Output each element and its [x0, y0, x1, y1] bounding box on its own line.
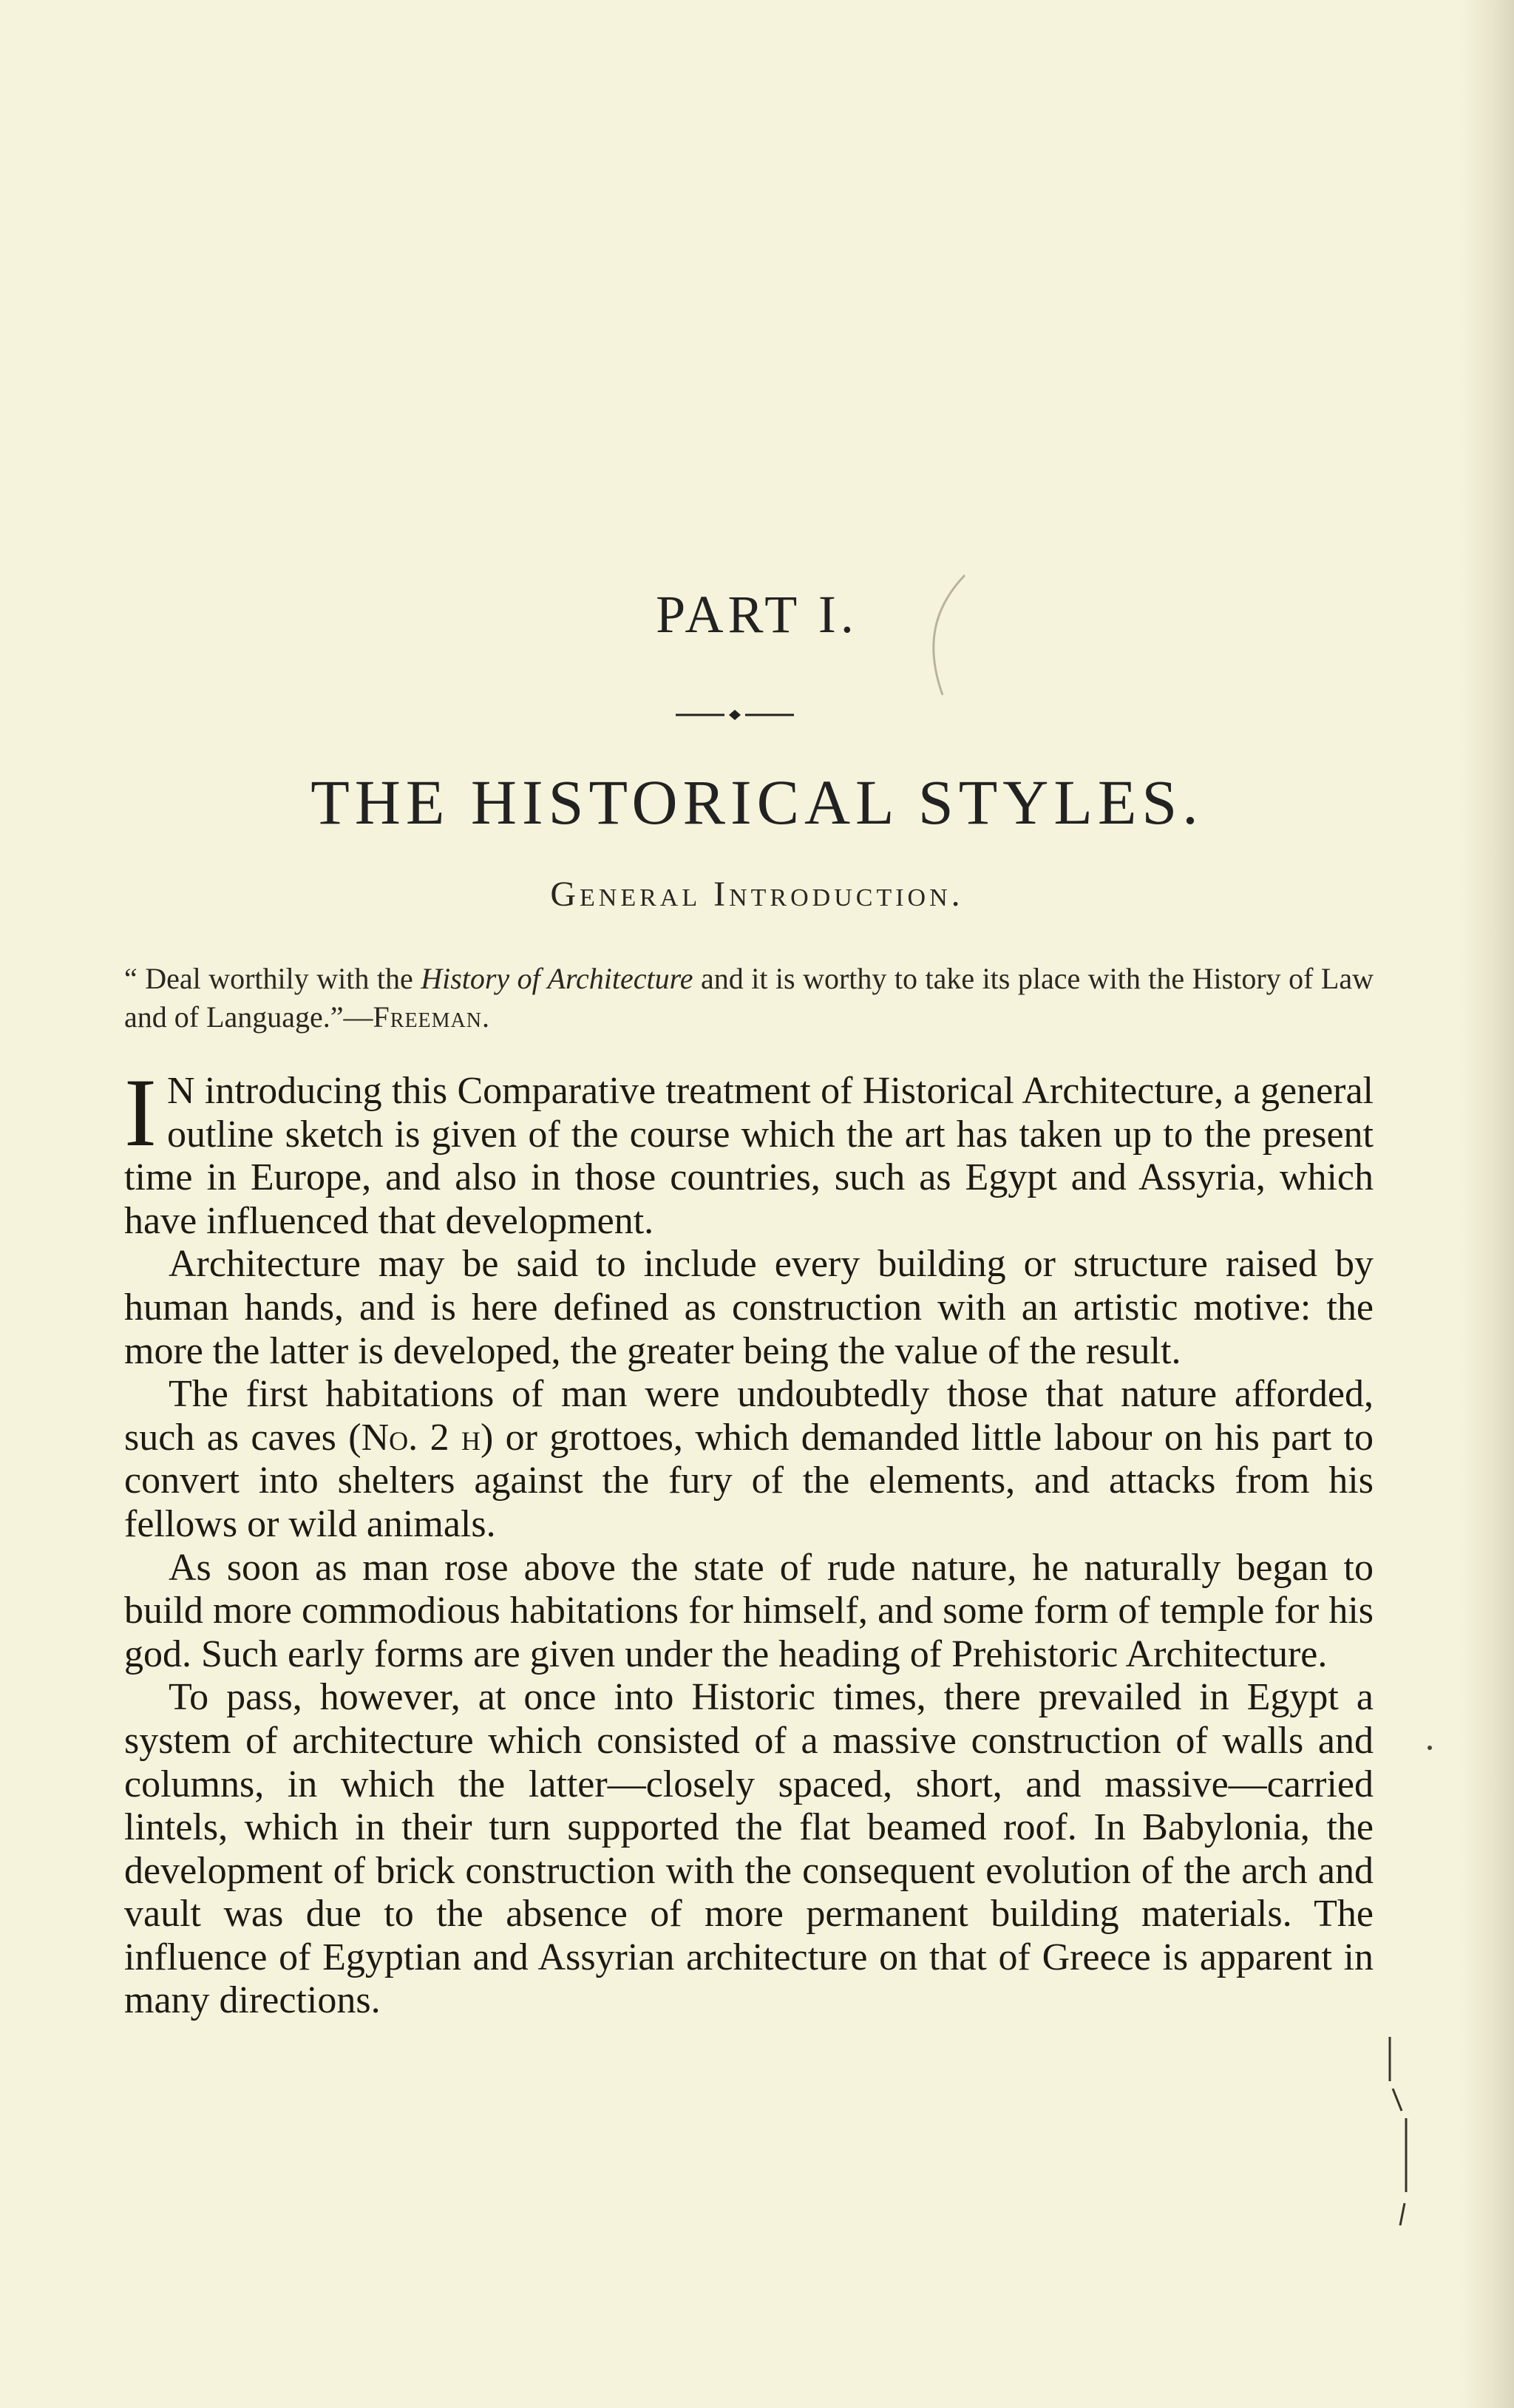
epigraph-italic: History of Architecture [421, 962, 693, 995]
paragraph-text-cont: ) or grottoes, which demanded little labour on his part to convert into shelters against the fury of the elements, and attacks from his fellows or wild animals. [124, 1416, 1374, 1545]
margin-bracket [1384, 2037, 1413, 2229]
ornament-divider [676, 706, 794, 724]
paragraph: As soon as man rose above the state of rude nature, he naturally began to build more commodious habitations for himself, and some form of temple for his god. Such early forms are given under the heading of Prehistoric Architecture. [124, 1546, 1374, 1675]
paragraph [124, 1058, 1374, 1243]
drop-cap: I [124, 1058, 157, 1167]
paragraph: To pass, however, at once into Historic times, there prevailed in Egypt a system of architecture which consisted of a massive construction of walls and columns, in which the latter—closely spaced, short, and massive—carried lintels, which in their turn supported the flat beamed roof. In Babylonia, the development of brick construction with the consequent evolution of the arch and vault was due to the absence of more permanent building materials. The influence of Egyptian and Assyrian architecture on that of Greece is apparent in many directions. [124, 1676, 1374, 2022]
body-text [124, 1058, 1374, 2023]
paragraph-text: N introducing this Comparative treatment of Historical Architecture, a general outline sketch is given of the course which the art has taken up to the present time in Europe, and also in those countries, such as Egypt and Assyria, which have influenced that development. [124, 1070, 1374, 1242]
section-title: THE HISTORICAL STYLES. [310, 767, 1204, 838]
part-heading: PART I. [656, 585, 858, 644]
epigraph-attribution: Freeman. [373, 1000, 490, 1034]
paragraph: Architecture may be said to include every building or structure raised by human hands, and is here defined as construction with an artistic motive: the more the latter is developed, the greater being the value of the result. [124, 1243, 1374, 1372]
paragraph [124, 1373, 1374, 1546]
subsection-title: General Introduction. [550, 875, 964, 914]
epigraph-text: “ Deal worthily with the [124, 962, 421, 995]
margin-dot [1425, 1743, 1434, 1752]
figure-reference: No. 2 h [361, 1416, 481, 1459]
pencil-mark [913, 569, 972, 702]
epigraph-text-cont: and it is worthy to take its place with the History of Law and of Language.”— [124, 962, 1374, 1034]
epigraph [124, 960, 1374, 1037]
paragraph-text: The first habitations of man were undoubtedly those that nature afforded, such as caves ( [124, 1373, 1374, 1459]
